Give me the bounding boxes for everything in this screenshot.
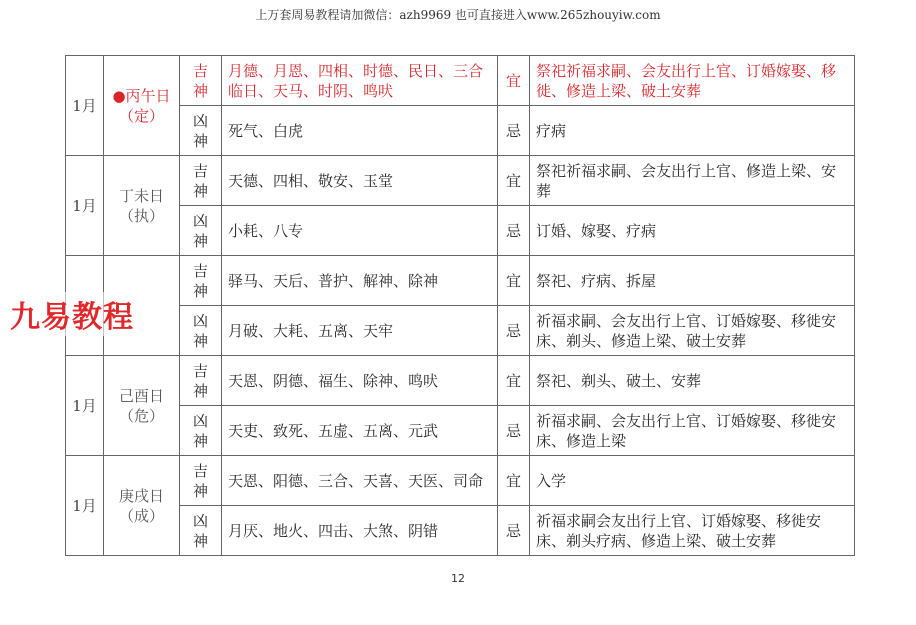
auspicious-gods: 月德、月恩、四相、时德、民日、三合临日、天马、时阴、鸣吠 bbox=[222, 56, 498, 106]
day-name-cell: ●丙午日（定） bbox=[104, 56, 180, 156]
avoid-label: 忌 bbox=[498, 306, 530, 356]
auspicious-label: 吉神 bbox=[180, 456, 222, 506]
suitable-label: 宜 bbox=[498, 56, 530, 106]
inauspicious-gods: 天吏、致死、五虚、五离、元武 bbox=[222, 406, 498, 456]
auspicious-gods: 天恩、阳德、三合、天喜、天医、司命 bbox=[222, 456, 498, 506]
table-row bbox=[66, 306, 855, 356]
month-cell: 1月 bbox=[66, 456, 104, 556]
avoid-label: 忌 bbox=[498, 106, 530, 156]
avoid-activities: 祈福求嗣会友出行上官、订婚嫁娶、移徙安床、剃头疗病、修造上梁、破土安葬 bbox=[530, 506, 855, 556]
suitable-label: 宜 bbox=[498, 256, 530, 306]
suitable-activities: 祭祀祈福求嗣、会友出行上官、修造上梁、安葬 bbox=[530, 156, 855, 206]
inauspicious-gods: 月破、大耗、五离、天牢 bbox=[222, 306, 498, 356]
auspicious-label: 吉神 bbox=[180, 256, 222, 306]
auspicious-gods: 天恩、阴德、福生、除神、鸣吠 bbox=[222, 356, 498, 406]
table-row bbox=[66, 356, 855, 406]
inauspicious-label: 凶神 bbox=[180, 106, 222, 156]
table-row bbox=[66, 56, 855, 106]
table-row bbox=[66, 456, 855, 506]
suitable-activities: 祭祀祈福求嗣、会友出行上官、订婚嫁娶、移徙、修造上梁、破土安葬 bbox=[530, 56, 855, 106]
watermark-logo: 九易教程 bbox=[10, 292, 134, 336]
inauspicious-gods: 小耗、八专 bbox=[222, 206, 498, 256]
day-name-cell: 丁未日（执） bbox=[104, 156, 180, 256]
inauspicious-gods: 月厌、地火、四击、大煞、阴错 bbox=[222, 506, 498, 556]
table-row bbox=[66, 506, 855, 556]
auspicious-gods: 天德、四相、敬安、玉堂 bbox=[222, 156, 498, 206]
table-row bbox=[66, 256, 855, 306]
avoid-label: 忌 bbox=[498, 406, 530, 456]
inauspicious-label: 凶神 bbox=[180, 306, 222, 356]
inauspicious-gods: 死气、白虎 bbox=[222, 106, 498, 156]
suitable-label: 宜 bbox=[498, 156, 530, 206]
auspicious-label: 吉神 bbox=[180, 56, 222, 106]
day-name-cell: 庚戌日（成） bbox=[104, 456, 180, 556]
avoid-activities: 订婚、嫁娶、疗病 bbox=[530, 206, 855, 256]
month-cell: 1月 bbox=[66, 156, 104, 256]
avoid-activities: 祈福求嗣、会友出行上官、订婚嫁娶、移徙安床、修造上梁 bbox=[530, 406, 855, 456]
month-cell: 1月 bbox=[66, 356, 104, 456]
auspicious-label: 吉神 bbox=[180, 156, 222, 206]
inauspicious-label: 凶神 bbox=[180, 206, 222, 256]
avoid-label: 忌 bbox=[498, 206, 530, 256]
table-row bbox=[66, 406, 855, 456]
suitable-activities: 祭祀、剃头、破土、安葬 bbox=[530, 356, 855, 406]
page-number: 12 bbox=[451, 572, 465, 585]
day-name-cell: 己酉日（危） bbox=[104, 356, 180, 456]
avoid-label: 忌 bbox=[498, 506, 530, 556]
month-cell: 1月 bbox=[66, 56, 104, 156]
suitable-label: 宜 bbox=[498, 456, 530, 506]
avoid-activities: 祈福求嗣、会友出行上官、订婚嫁娶、移徙安床、剃头、修造上梁、破土安葬 bbox=[530, 306, 855, 356]
inauspicious-label: 凶神 bbox=[180, 406, 222, 456]
table-row bbox=[66, 206, 855, 256]
suitable-label: 宜 bbox=[498, 356, 530, 406]
auspicious-gods: 驿马、天后、普护、解神、除神 bbox=[222, 256, 498, 306]
inauspicious-label: 凶神 bbox=[180, 506, 222, 556]
avoid-activities: 疗病 bbox=[530, 106, 855, 156]
table-row bbox=[66, 106, 855, 156]
almanac-table bbox=[65, 55, 855, 556]
suitable-activities: 祭祀、疗病、拆屋 bbox=[530, 256, 855, 306]
page-header: 上万套周易教程请加微信：azh9969 也可直接进入www.265zhouyiw.com bbox=[255, 8, 661, 22]
suitable-activities: 入学 bbox=[530, 456, 855, 506]
table-row bbox=[66, 156, 855, 206]
auspicious-label: 吉神 bbox=[180, 356, 222, 406]
